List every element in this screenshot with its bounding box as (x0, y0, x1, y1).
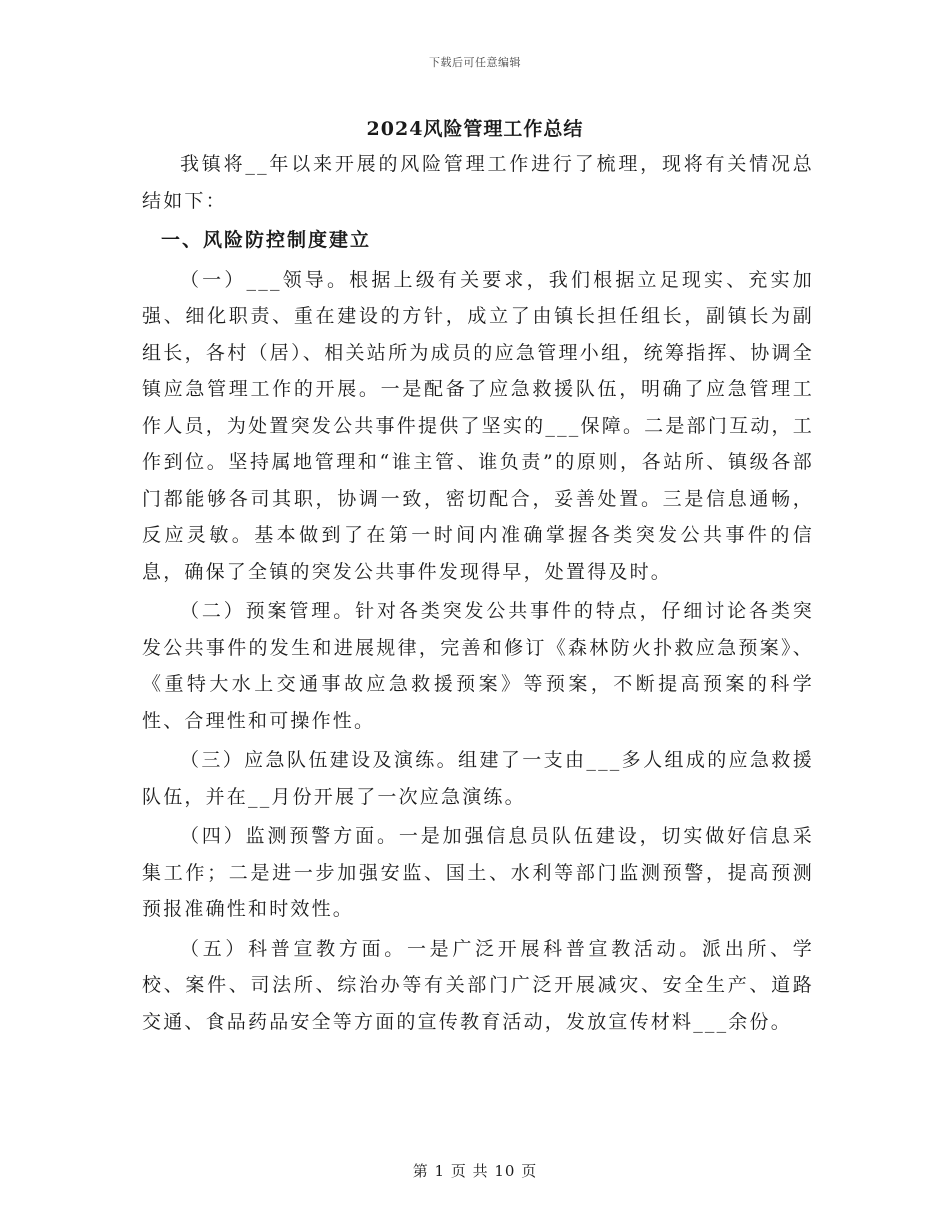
paragraph-education: （五）科普宣教方面。一是广泛开展科普宣教活动。派出所、学校、案件、司法所、综治办等有关部门广泛开展减灾、安全生产、道路交通、食品药品安全等方面的宣传教育活动，发放宣传材料___余份。 (142, 937, 814, 1033)
section-heading: 一、风险防控制度建立 (161, 229, 372, 251)
header-note: 下载后可任意编辑 (429, 56, 521, 69)
document-title: 2024风险管理工作总结 (366, 118, 584, 140)
paragraph-team-drill: （三）应急队伍建设及演练。组建了一支由___多人组成的应急救援队伍，并在__月份开展了一次应急演练。 (142, 749, 814, 808)
intro-paragraph: 我镇将__年以来开展的风险管理工作进行了梳理，现将有关情况总结如下： (142, 153, 814, 212)
document-body (142, 146, 814, 1040)
paragraph-monitoring: （四）监测预警方面。一是加强信息员队伍建设，切实做好信息采集工作；二是进一步加强安监、国土、水利等部门监测预警，提高预测预报准确性和时效性。 (142, 825, 814, 920)
page-number: 第 1 页 共 10 页 (412, 1162, 538, 1180)
paragraph-leadership: （一）___领导。根据上级有关要求，我们根据立足现实、充实加强、细化职责、重在建设的方针，成立了由镇长担任组长，副镇长为副组长，各村（居）、相关站所为成员的应急管理小组，统筹指挥、协调全镇应急管理工作的开展。一是配备了应急救援队伍，明确了应急管理工作人员，为处置突发公共事件提供了坚实的___保障。二是部门互动，工作到位。坚持属地管理和“谁主管、谁负责”的原则，各站所、镇级各部门都能够各司其职，协调一致，密切配合，妥善处置。三是信息通畅，反应灵敏。基本做到了在第一时间内准确掌握各类突发公共事件的信息，确保了全镇的突发公共事件发现得早，处置得及时。 (142, 268, 814, 583)
paragraph-plan-management: （二）预案管理。针对各类突发公共事件的特点，仔细讨论各类突发公共事件的发生和进展规律，完善和修订《森林防火扑救应急预案》、《重特大水上交通事故应急救援预案》等预案，不断提高预案的科学性、合理性和可操作性。 (142, 600, 814, 732)
